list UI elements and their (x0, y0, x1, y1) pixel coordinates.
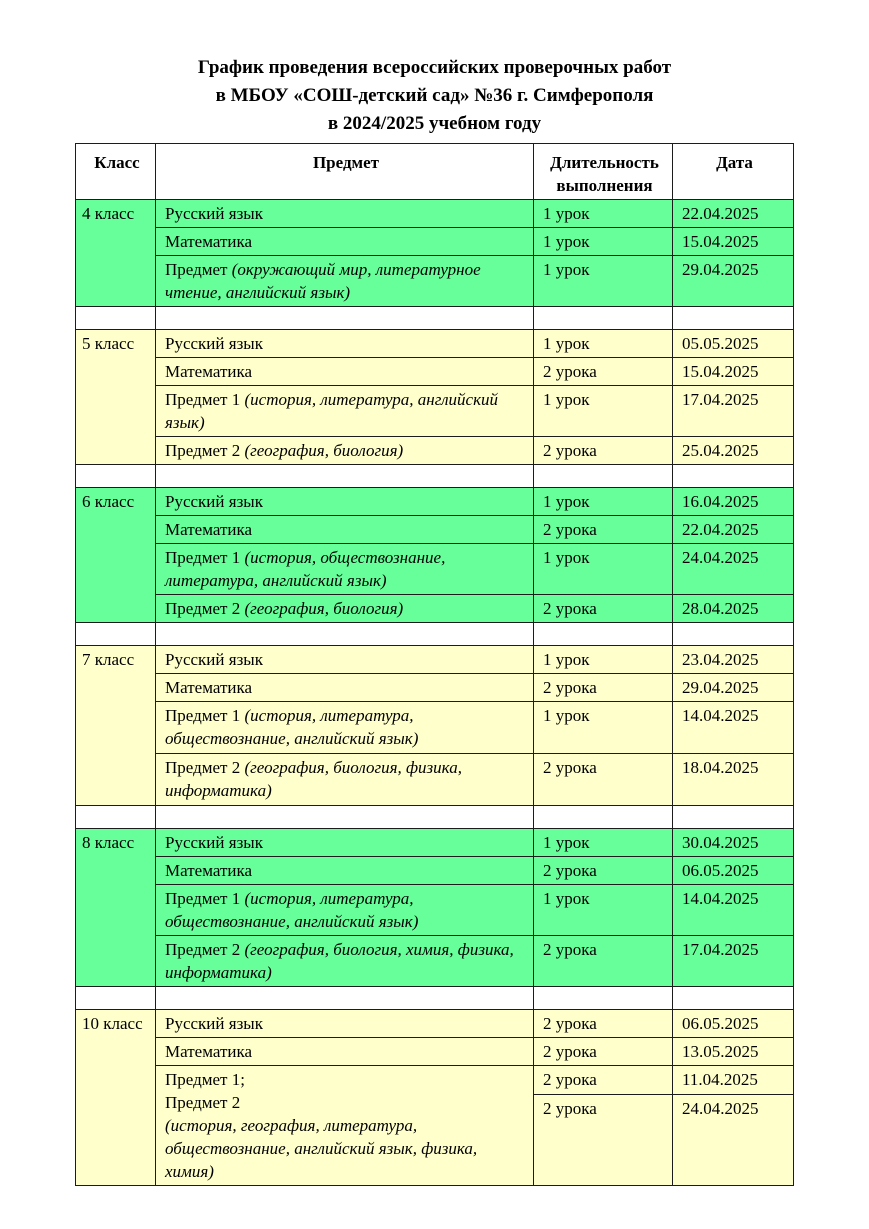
table-row (76, 885, 794, 936)
spacer-row (76, 806, 794, 829)
spacer-row (76, 987, 794, 1010)
table-row (76, 595, 794, 623)
duration-cell: 1 урок (534, 256, 673, 307)
table-row (76, 386, 794, 437)
table-row (76, 544, 794, 595)
duration-cell: 1 урок (534, 330, 673, 358)
date-cell: 22.04.2025 (673, 200, 794, 228)
duration-cell: 2 урока (534, 437, 673, 465)
header-duration: Длительность выполнения (534, 144, 673, 200)
subject-detail: (история, литература, английский язык) (165, 390, 499, 432)
table-row (76, 228, 794, 256)
table-row (76, 200, 794, 228)
duration-cell: 2 урока (534, 936, 673, 987)
table-row (76, 702, 794, 754)
subject-detail: (история, литература, обществознание, английский язык) (165, 889, 419, 931)
class-cell-4: 4 класс (76, 200, 156, 307)
subject-cell: Предмет 1 (история, обществознание, литература, английский язык) (156, 544, 534, 595)
header-date: Дата (673, 144, 794, 200)
title-line-3: в 2024/2025 учебном году (327, 113, 542, 134)
table-row (76, 330, 794, 358)
subject-detail: (история, обществознание, литература, английский язык) (165, 548, 446, 590)
subject-detail: (история, литература, обществознание, английский язык) (165, 706, 419, 748)
date-cell: 16.04.2025 (673, 488, 794, 516)
date-cell: 14.04.2025 (673, 885, 794, 936)
title-line-2: в МБОУ «СОШ-детский сад» №36 г. Симферополя (215, 85, 654, 106)
subject-detail: (окружающий мир, литературное чтение, английский язык) (165, 260, 481, 302)
class-cell-5: 5 класс (76, 330, 156, 465)
duration-cell: 1 урок (534, 885, 673, 936)
table-row (76, 516, 794, 544)
date-cell: 18.04.2025 (673, 754, 794, 806)
subject-cell: Русский язык (156, 330, 534, 358)
subject-cell: Предмет 1 (история, литература, обществознание, английский язык) (156, 885, 534, 936)
duration-cell: 2 урока (534, 754, 673, 806)
date-cell: 24.04.2025 (673, 1094, 794, 1185)
class-cell-10: 10 класс (76, 1010, 156, 1186)
duration-cell: 1 урок (534, 544, 673, 595)
subject-cell: Русский язык (156, 488, 534, 516)
date-cell: 22.04.2025 (673, 516, 794, 544)
schedule-table (75, 143, 794, 1186)
duration-cell: 2 урока (534, 595, 673, 623)
subject-cell: Предмет (окружающий мир, литературное чтение, английский язык) (156, 256, 534, 307)
table-row (76, 256, 794, 307)
duration-cell: 2 урока (534, 674, 673, 702)
subject-cell: Математика (156, 516, 534, 544)
date-cell: 06.05.2025 (673, 857, 794, 885)
title-line-1: График проведения всероссийских проверочных работ (197, 57, 672, 78)
duration-cell: 1 урок (534, 646, 673, 674)
header-subject: Предмет (156, 144, 534, 200)
subject-line-2: Предмет 2 (165, 1093, 241, 1112)
date-cell: 06.05.2025 (673, 1010, 794, 1038)
date-cell: 17.04.2025 (673, 936, 794, 987)
subject-cell (156, 1066, 534, 1186)
table-row (76, 1066, 794, 1095)
subject-cell: Русский язык (156, 1010, 534, 1038)
subject-line-1: Предмет 1; (165, 1070, 245, 1089)
subject-detail: (география, биология, физика, информатика) (165, 758, 462, 800)
document-title (0, 0, 869, 138)
duration-cell: 2 урока (534, 1038, 673, 1066)
table-row (76, 936, 794, 987)
date-cell: 17.04.2025 (673, 386, 794, 437)
subject-detail: (география, биология, химия, физика, информатика) (165, 940, 514, 982)
table-row (76, 358, 794, 386)
date-cell: 30.04.2025 (673, 829, 794, 857)
table-row (76, 488, 794, 516)
spacer-row (76, 623, 794, 646)
class-cell-8: 8 класс (76, 829, 156, 987)
subject-cell: Математика (156, 228, 534, 256)
subject-cell: Русский язык (156, 829, 534, 857)
duration-cell: 1 урок (534, 386, 673, 437)
subject-cell: Предмет 2 (география, биология) (156, 595, 534, 623)
duration-cell: 2 урока (534, 857, 673, 885)
duration-cell: 2 урока (534, 358, 673, 386)
table-row (76, 674, 794, 702)
spacer-row (76, 307, 794, 330)
date-cell: 28.04.2025 (673, 595, 794, 623)
date-cell: 13.05.2025 (673, 1038, 794, 1066)
spacer-row (76, 465, 794, 488)
duration-cell: 2 урока (534, 1066, 673, 1095)
duration-cell: 1 урок (534, 829, 673, 857)
table-row (76, 829, 794, 857)
date-cell: 29.04.2025 (673, 674, 794, 702)
date-cell: 15.04.2025 (673, 358, 794, 386)
date-cell: 15.04.2025 (673, 228, 794, 256)
subject-cell: Предмет 2 (география, биология, химия, физика, информатика) (156, 936, 534, 987)
duration-cell: 2 урока (534, 516, 673, 544)
subject-cell: Русский язык (156, 200, 534, 228)
duration-cell: 1 урок (534, 228, 673, 256)
duration-cell: 1 урок (534, 702, 673, 754)
date-cell: 11.04.2025 (673, 1066, 794, 1095)
date-cell: 29.04.2025 (673, 256, 794, 307)
date-cell: 25.04.2025 (673, 437, 794, 465)
subject-detail: (история, география, литература, обществознание, английский язык, физика, химия) (165, 1116, 478, 1181)
class-cell-6: 6 класс (76, 488, 156, 623)
subject-detail: (география, биология) (244, 599, 404, 618)
subject-cell: Предмет 2 (география, биология) (156, 437, 534, 465)
date-cell: 24.04.2025 (673, 544, 794, 595)
subject-detail: (география, биология) (244, 441, 404, 460)
duration-cell: 2 урока (534, 1094, 673, 1185)
class-cell-7: 7 класс (76, 646, 156, 806)
subject-cell: Математика (156, 358, 534, 386)
table-row (76, 646, 794, 674)
table-header-row (76, 144, 794, 200)
subject-cell: Математика (156, 674, 534, 702)
header-class: Класс (76, 144, 156, 200)
subject-cell: Предмет 1 (история, литература, английский язык) (156, 386, 534, 437)
table-row (76, 857, 794, 885)
subject-cell: Русский язык (156, 646, 534, 674)
table-row (76, 754, 794, 806)
table-container (75, 143, 869, 1186)
table-row (76, 1038, 794, 1066)
date-cell: 14.04.2025 (673, 702, 794, 754)
table-row (76, 1010, 794, 1038)
date-cell: 23.04.2025 (673, 646, 794, 674)
date-cell: 05.05.2025 (673, 330, 794, 358)
subject-cell: Математика (156, 1038, 534, 1066)
table-row (76, 437, 794, 465)
duration-cell: 1 урок (534, 200, 673, 228)
duration-cell: 1 урок (534, 488, 673, 516)
subject-cell: Математика (156, 857, 534, 885)
subject-cell: Предмет 1 (история, литература, обществознание, английский язык) (156, 702, 534, 754)
duration-cell: 2 урока (534, 1010, 673, 1038)
subject-cell: Предмет 2 (география, биология, физика, информатика) (156, 754, 534, 806)
